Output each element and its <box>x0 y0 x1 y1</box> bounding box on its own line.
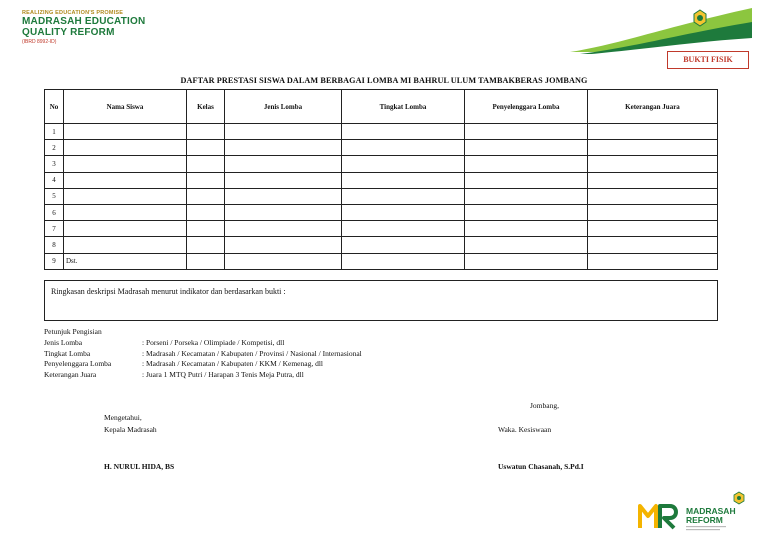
logo-tagline: REALIZING EDUCATION'S PROMISE <box>22 10 124 16</box>
table-cell <box>64 188 187 204</box>
table-cell <box>187 156 225 172</box>
petunjuk-item: Penyelenggara Lomba : Madrasah / Kecamatan / Kabupaten / KKM / Kemenag, dll <box>44 359 323 369</box>
signature-left-name: H. NURUL HIDA, BS <box>104 462 175 471</box>
petunjuk-item: Tingkat Lomba : Madrasah / Kecamatan / Kabupaten / Provinsi / Nasional / Internasional <box>44 348 362 358</box>
table-cell <box>225 204 342 220</box>
table-cell <box>225 156 342 172</box>
row-number: 9 <box>45 253 64 269</box>
table-cell <box>187 140 225 156</box>
table-cell <box>342 204 465 220</box>
col-nama-siswa: Nama Siswa <box>64 90 187 124</box>
table-cell <box>588 253 718 269</box>
table-cell <box>64 140 187 156</box>
col-tingkat-lomba: Tingkat Lomba <box>342 90 465 124</box>
petunjuk-title: Petunjuk Pengisian <box>44 327 102 336</box>
table-row <box>45 156 718 172</box>
table-cell <box>225 188 342 204</box>
col-keterangan-juara: Keterangan Juara <box>588 90 718 124</box>
table-row <box>45 172 718 188</box>
table-cell <box>588 140 718 156</box>
signature-place: Jombang, <box>530 401 559 410</box>
bukti-fisik-badge: BUKTI FISIK <box>667 51 749 69</box>
kemenag-emblem-icon <box>694 10 706 26</box>
madrasah-reform-footer-logo <box>636 488 748 534</box>
table-cell <box>588 204 718 220</box>
table-row <box>45 140 718 156</box>
signature-right-line: Waka. Kesiswaan <box>498 425 552 434</box>
table-cell <box>465 140 588 156</box>
table-cell <box>187 204 225 220</box>
logo-line-1: MADRASAH EDUCATION <box>22 16 146 27</box>
achievement-table <box>44 89 718 270</box>
table-cell <box>64 204 187 220</box>
table-cell <box>588 221 718 237</box>
table-cell <box>64 156 187 172</box>
table-header-row <box>45 90 718 124</box>
row-number: 5 <box>45 188 64 204</box>
logo-line-2: QUALITY REFORM <box>22 27 115 38</box>
table-row <box>45 124 718 140</box>
table-cell <box>64 172 187 188</box>
signature-left-line2: Kepala Madrasah <box>104 425 157 434</box>
table-cell <box>225 237 342 253</box>
madrasah-reform-logo <box>22 10 162 45</box>
footer-logo-line2: REFORM <box>686 515 723 525</box>
table-cell <box>465 172 588 188</box>
table-cell <box>225 253 342 269</box>
petunjuk-pengisian <box>44 327 362 381</box>
table-cell <box>342 253 465 269</box>
table-row <box>45 188 718 204</box>
table-cell <box>64 237 187 253</box>
table-cell <box>465 221 588 237</box>
col-no: No <box>45 90 64 124</box>
summary-label: Ringkasan deskripsi Madrasah menurut indikator dan berdasarkan bukti : <box>51 287 286 296</box>
row-number: 1 <box>45 124 64 140</box>
table-cell <box>187 172 225 188</box>
table-cell <box>225 172 342 188</box>
summary-box <box>44 280 718 321</box>
table-cell <box>465 253 588 269</box>
table-cell <box>342 140 465 156</box>
table-row <box>45 237 718 253</box>
row-note: Dst. <box>64 253 187 269</box>
table-cell <box>588 172 718 188</box>
row-number: 4 <box>45 172 64 188</box>
row-number: 7 <box>45 221 64 237</box>
signature-left-line1: Mengetahui, <box>104 413 142 422</box>
col-kelas: Kelas <box>187 90 225 124</box>
row-number: 3 <box>45 156 64 172</box>
document-title: DAFTAR PRESTASI SISWA DALAM BERBAGAI LOMBA MI BAHRUL ULUM TAMBAKBERAS JOMBANG <box>180 76 588 85</box>
footer-logo-line1: MADRASAH <box>686 506 736 516</box>
table-cell <box>588 188 718 204</box>
table-cell <box>187 221 225 237</box>
kemenag-emblem-icon <box>734 492 744 504</box>
mr-monogram-icon <box>640 506 676 528</box>
table-cell <box>465 188 588 204</box>
col-penyelenggara-lomba: Penyelenggara Lomba <box>465 90 588 124</box>
table-cell <box>225 140 342 156</box>
logo-line-3: (IBRD 8992-ID) <box>22 39 57 45</box>
table-cell <box>342 188 465 204</box>
row-number: 2 <box>45 140 64 156</box>
table-cell <box>342 124 465 140</box>
table-row <box>45 253 718 269</box>
table-row <box>45 221 718 237</box>
table-cell <box>465 237 588 253</box>
table-cell <box>465 156 588 172</box>
table-cell <box>342 156 465 172</box>
petunjuk-item: Jenis Lomba : Porseni / Porseka / Olimpiade / Kompetisi, dll <box>44 337 285 347</box>
signature-right-name: Uswatun Chasanah, S.Pd.I <box>498 462 584 471</box>
table-cell <box>187 237 225 253</box>
row-number: 6 <box>45 204 64 220</box>
table-cell <box>187 124 225 140</box>
table-cell <box>342 172 465 188</box>
table-cell <box>588 156 718 172</box>
table-cell <box>225 221 342 237</box>
table-cell <box>187 253 225 269</box>
table-cell <box>225 124 342 140</box>
table-cell <box>342 221 465 237</box>
table-cell <box>465 124 588 140</box>
table-cell <box>64 221 187 237</box>
table-cell <box>465 204 588 220</box>
table-cell <box>588 124 718 140</box>
row-number: 8 <box>45 237 64 253</box>
petunjuk-item: Keterangan Juara : Juara 1 MTQ Putri / Harapan 3 Tenis Meja Putra, dll <box>44 370 304 380</box>
table-cell <box>187 188 225 204</box>
table-cell <box>64 124 187 140</box>
table-row <box>45 204 718 220</box>
header-swoosh-graphic <box>570 4 752 56</box>
table-cell <box>588 237 718 253</box>
table-cell <box>342 237 465 253</box>
col-jenis-lomba: Jenis Lomba <box>225 90 342 124</box>
